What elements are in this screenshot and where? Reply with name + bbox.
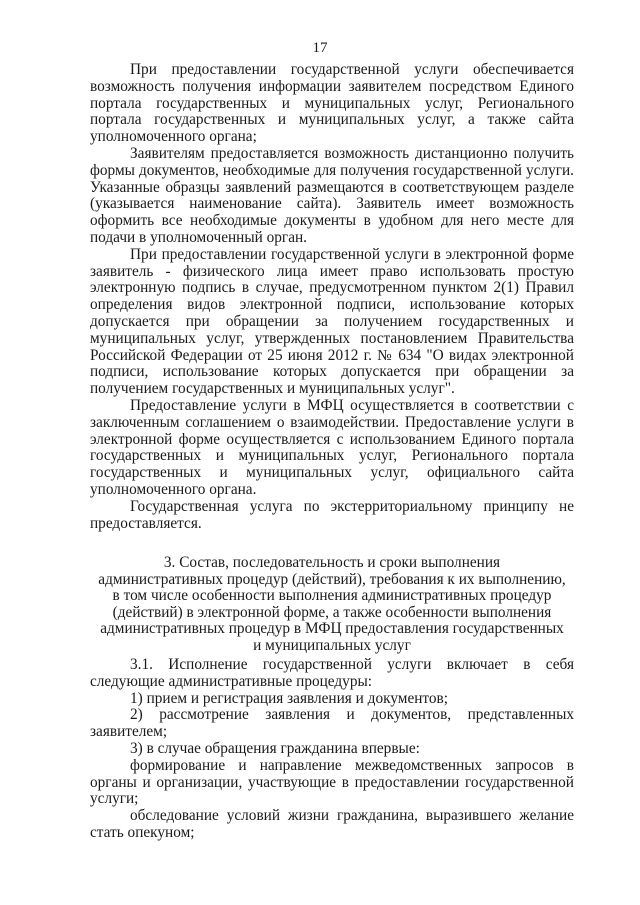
paragraph-remote-forms: Заявителям предоставляется возможность дистанционно получить формы документов, необходимые для получения государственной услуги. Указанные образцы заявлений размещаются в соответствующем разделе (указывается наименование сайта). Заявитель имеет возможность оформить все необходимые документы в удобном для него месте для подачи в уполномоченный орган. <box>90 144 574 246</box>
heading-line: административных процедур в МФЦ предоставления государственных <box>100 620 564 637</box>
section-heading <box>90 555 574 654</box>
paragraph-procedures-intro: 3.1. Исполнение государственной услуги включает в себя следующие административные процедуры: <box>90 656 574 690</box>
heading-line: и муниципальных услуг <box>253 636 411 654</box>
heading-line: в том числе особенности выполнения административных процедур <box>112 587 552 604</box>
list-item-2: 2) рассмотрение заявления и документов, представленных заявителем; <box>90 706 574 741</box>
paragraph-portal-info: При предоставлении государственной услуги обеспечивается возможность получения информации заявителем посредством Единого портала государственных и муниципальных услуг, Регионального портала государственных и муниципальных услуг, а также сайта уполномоченного органа; <box>90 61 574 146</box>
body-text-top <box>90 62 574 532</box>
heading-line: (действий) в электронной форме, а также особенности выполнения <box>112 603 552 621</box>
heading-line: административных процедур (действий), требования к их выполнению, <box>98 570 566 588</box>
list-subitem-requests: формирование и направление межведомственных запросов в органы и организации, участвующие в предоставлении государственной услуги; <box>90 756 574 808</box>
paragraph-electronic-signature: При предоставлении государственной услуги в электронной форме заявитель - физического лица имеет право использовать простую электронную подпись в случае, предусмотренном пунктом 2(1) Правил определения видов электронной подписи, использование которых допускается при обращении за получением государственных и муниципальных услуг, утвержденных постановлением Правительства Российской Федерации от 25 июня 2012 г. № 634 "О видах электронной подписи, использование которых допускается при обращении за получением государственных и муниципальных услуг". <box>90 245 574 398</box>
body-text-section <box>90 657 574 842</box>
list-subitem-inspection: обследование условий жизни гражданина, выразившего желание стать опекуном; <box>90 807 574 841</box>
heading-line: 3. Состав, последовательность и сроки выполнения <box>163 554 501 571</box>
paragraph-mfc: Предоставление услуги в МФЦ осуществляется в соответствии с заключенным соглашением о взаимодействии. Предоставление услуги в электронной форме осуществляется с использованием Единого портала государственных и муниципальных услуг, Регионального портала государственных и муниципальных услуг, официального сайта уполномоченного органа. <box>90 396 574 498</box>
paragraph-exterritorial: Государственная услуга по экстерриториальному принципу не предоставляется. <box>90 497 574 532</box>
list-item-3: 3) в случае обращения гражданина впервые: <box>130 739 420 757</box>
list-item-1: 1) прием и регистрация заявления и документов; <box>130 689 449 707</box>
page-number: 17 <box>312 40 328 56</box>
